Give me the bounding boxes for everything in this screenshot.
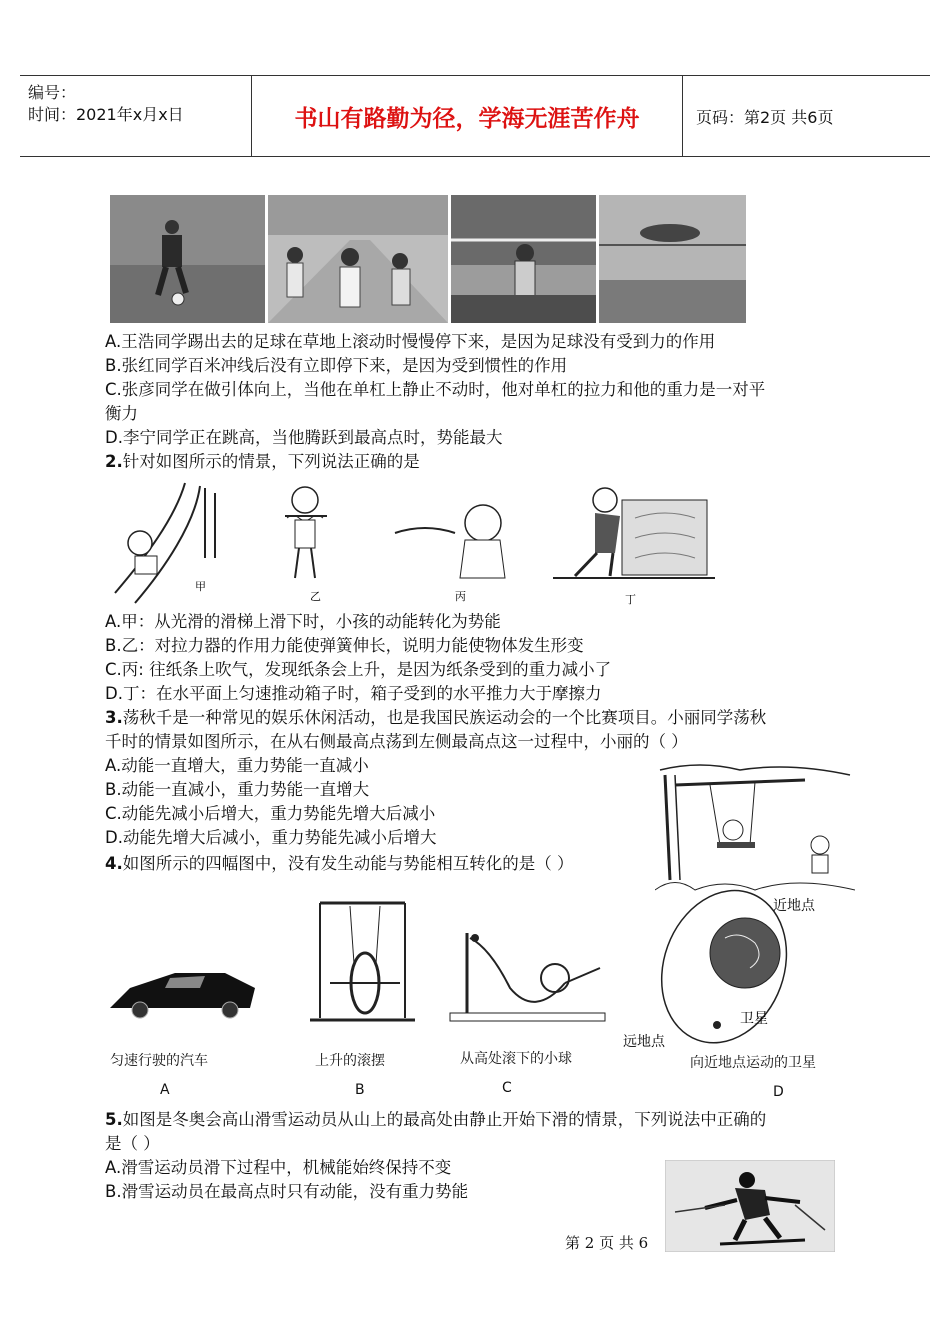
q4-letter-a: A <box>160 1082 170 1098</box>
q1-option-d: D.李宁同学正在跳高，当他腾跃到最高点时，势能最大 <box>105 428 503 447</box>
q5-stem-1: 5.如图是冬奥会高山滑雪运动员从山上的最高处由静止开始下滑的情景，下列说法中正确的 <box>105 1110 767 1129</box>
page-info: 页码：第2页 共6页 <box>696 107 834 127</box>
fig-label-yi: 乙 <box>310 590 321 603</box>
q4-caption-a: 匀速行驶的汽车 <box>110 1053 208 1069</box>
q3-stem-2: 千时的情景如图所示，在从右侧最高点荡到左侧最高点这一过程中，小丽的（ ） <box>105 732 688 751</box>
fig-label-bing: 丙 <box>455 590 466 603</box>
q4-caption-d: 向近地点运动的卫星 <box>690 1055 816 1071</box>
page-footer: 第 2 页 共 6 <box>565 1234 649 1252</box>
q2-number: 2. <box>105 452 123 471</box>
swing-illustration <box>655 760 855 895</box>
q4-stem: 4.如图所示的四幅图中，没有发生动能与势能相互转化的是（ ） <box>105 854 574 873</box>
q4-letter-c: C <box>502 1080 512 1096</box>
q3-option-a: A.动能一直增大，重力势能一直减小 <box>105 756 369 775</box>
q4-figures <box>105 888 845 1058</box>
fig-label-ding: 丁 <box>625 593 636 606</box>
label-apogee: 远地点 <box>623 1034 665 1050</box>
label-satellite: 卫星 <box>740 1011 768 1027</box>
skier-photo <box>665 1160 835 1252</box>
serial-label: 编号： <box>28 83 77 102</box>
q2-stem: 2.针对如图所示的情景，下列说法正确的是 <box>105 452 420 471</box>
date-label: 时间：2021年x月x日 <box>28 105 184 124</box>
q3-option-b: B.动能一直减小，重力势能一直增大 <box>105 780 370 799</box>
q3-option-c: C.动能先减小后增大，重力势能先增大后减小 <box>105 804 436 823</box>
q4-letter-b: B <box>355 1082 365 1098</box>
q3-stem-1: 3.荡秋千是一种常见的娱乐休闲活动，也是我国民族运动会的一个比赛项目。小丽同学荡秋 <box>105 708 767 727</box>
header-meta <box>20 76 252 156</box>
q2-option-d: D.丁：在水平面上匀速推动箱子时，箱子受到的水平推力大于摩擦力 <box>105 684 602 703</box>
q1-option-c: C.张彦同学在做引体向上，当他在单杠上静止不动时，他对单杠的拉力和他的重力是一对平 <box>105 380 766 399</box>
q1-option-c-cont: 衡力 <box>105 404 138 423</box>
sports-photos <box>110 195 746 323</box>
q5-option-a: A.滑雪运动员滑下过程中，机械能始终保持不变 <box>105 1158 452 1177</box>
q5-number: 5. <box>105 1110 123 1129</box>
motto: 书山有路勤为径，学海无涯苦作舟 <box>252 76 683 156</box>
q5-stem-2: 是（ ） <box>105 1134 160 1153</box>
q2-option-b: B.乙：对拉力器的作用力能使弹簧伸长，说明力能使物体发生形变 <box>105 636 584 655</box>
q3-option-d: D.动能先增大后减小，重力势能先减小后增大 <box>105 828 437 847</box>
q5-option-b: B.滑雪运动员在最高点时只有动能，没有重力势能 <box>105 1182 469 1201</box>
q2-figures <box>105 478 720 613</box>
q2-option-a: A.甲：从光滑的滑梯上滑下时，小孩的动能转化为势能 <box>105 612 501 631</box>
label-perigee: 近地点 <box>773 898 815 914</box>
q1-option-b: B.张红同学百米冲线后没有立即停下来，是因为受到惯性的作用 <box>105 356 568 375</box>
q2-option-c: C.丙: 往纸条上吹气，发现纸条会上升，是因为纸条受到的重力减小了 <box>105 660 612 679</box>
page-header <box>20 75 930 157</box>
q3-number: 3. <box>105 708 123 727</box>
q4-caption-c: 从高处滚下的小球 <box>460 1051 572 1067</box>
fig-label-jia: 甲 <box>195 580 206 593</box>
q1-option-a: A.王浩同学踢出去的足球在草地上滚动时慢慢停下来，是因为足球没有受到力的作用 <box>105 332 716 351</box>
q4-caption-b: 上升的滚摆 <box>315 1053 385 1069</box>
q4-number: 4. <box>105 854 123 873</box>
q4-letter-d: D <box>773 1084 784 1100</box>
